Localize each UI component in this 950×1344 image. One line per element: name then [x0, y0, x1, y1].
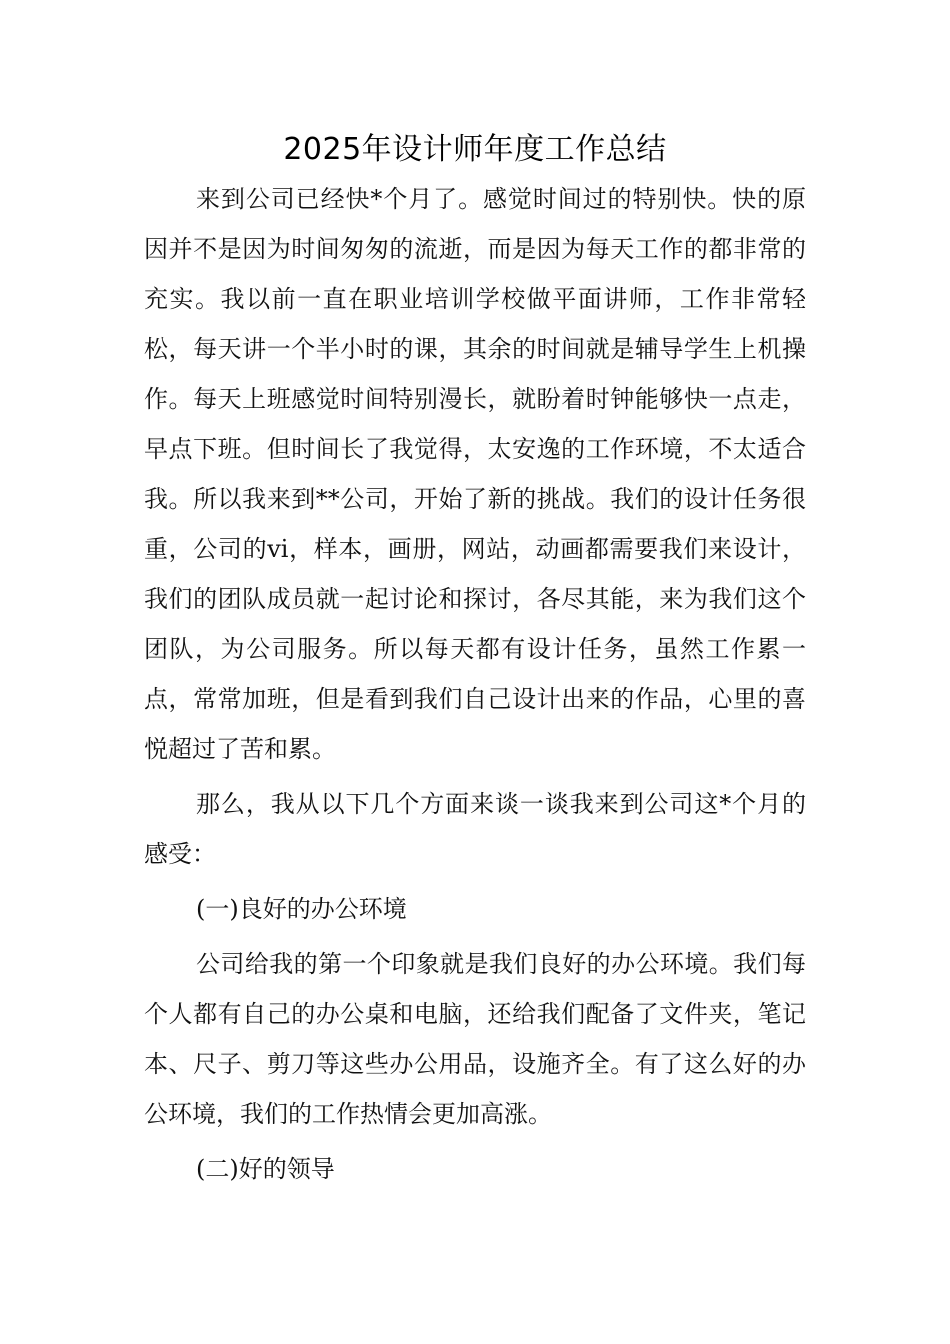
paragraph-office-environment: 公司给我的第一个印象就是我们良好的办公环境。我们每个人都有自己的办公桌和电脑，还给我们配备了文件夹，笔记本、尺子、剪刀等这些办公用品，设施齐全。有了这么好的办公环境，我们的工作热情会更加高涨。 [144, 950, 806, 1128]
document-title: 2025年设计师年度工作总结 [283, 132, 667, 167]
section-heading-good-leadership: (二)好的领导 [196, 1155, 335, 1183]
section-heading-office-environment: (一)良好的办公环境 [196, 895, 407, 923]
paragraph-aspects-intro: 那么，我从以下几个方面来谈一谈我来到公司这*个月的感受： [144, 790, 806, 868]
document-body [144, 174, 806, 1199]
paragraph-intro: 来到公司已经快*个月了。感觉时间过的特别快。快的原因并不是因为时间匆匆的流逝，而是因为每天工作的都非常的充实。我以前一直在职业培训学校做平面讲师，工作非常轻松，每天讲一个半小时的课，其余的时间就是辅导学生上机操作。每天上班感觉时间特别漫长，就盼着时钟能够快一点走，早点下班。但时间长了我觉得，太安逸的工作环境，不太适合我。所以我来到**公司，开始了新的挑战。我们的设计任务很重，公司的vi，样本，画册，网站，动画都需要我们来设计，我们的团队成员就一起讨论和探讨，各尽其能，来为我们这个团队，为公司服务。所以每天都有设计任务，虽然工作累一点，常常加班，但是看到我们自己设计出来的作品，心里的喜悦超过了苦和累。 [144, 185, 806, 763]
